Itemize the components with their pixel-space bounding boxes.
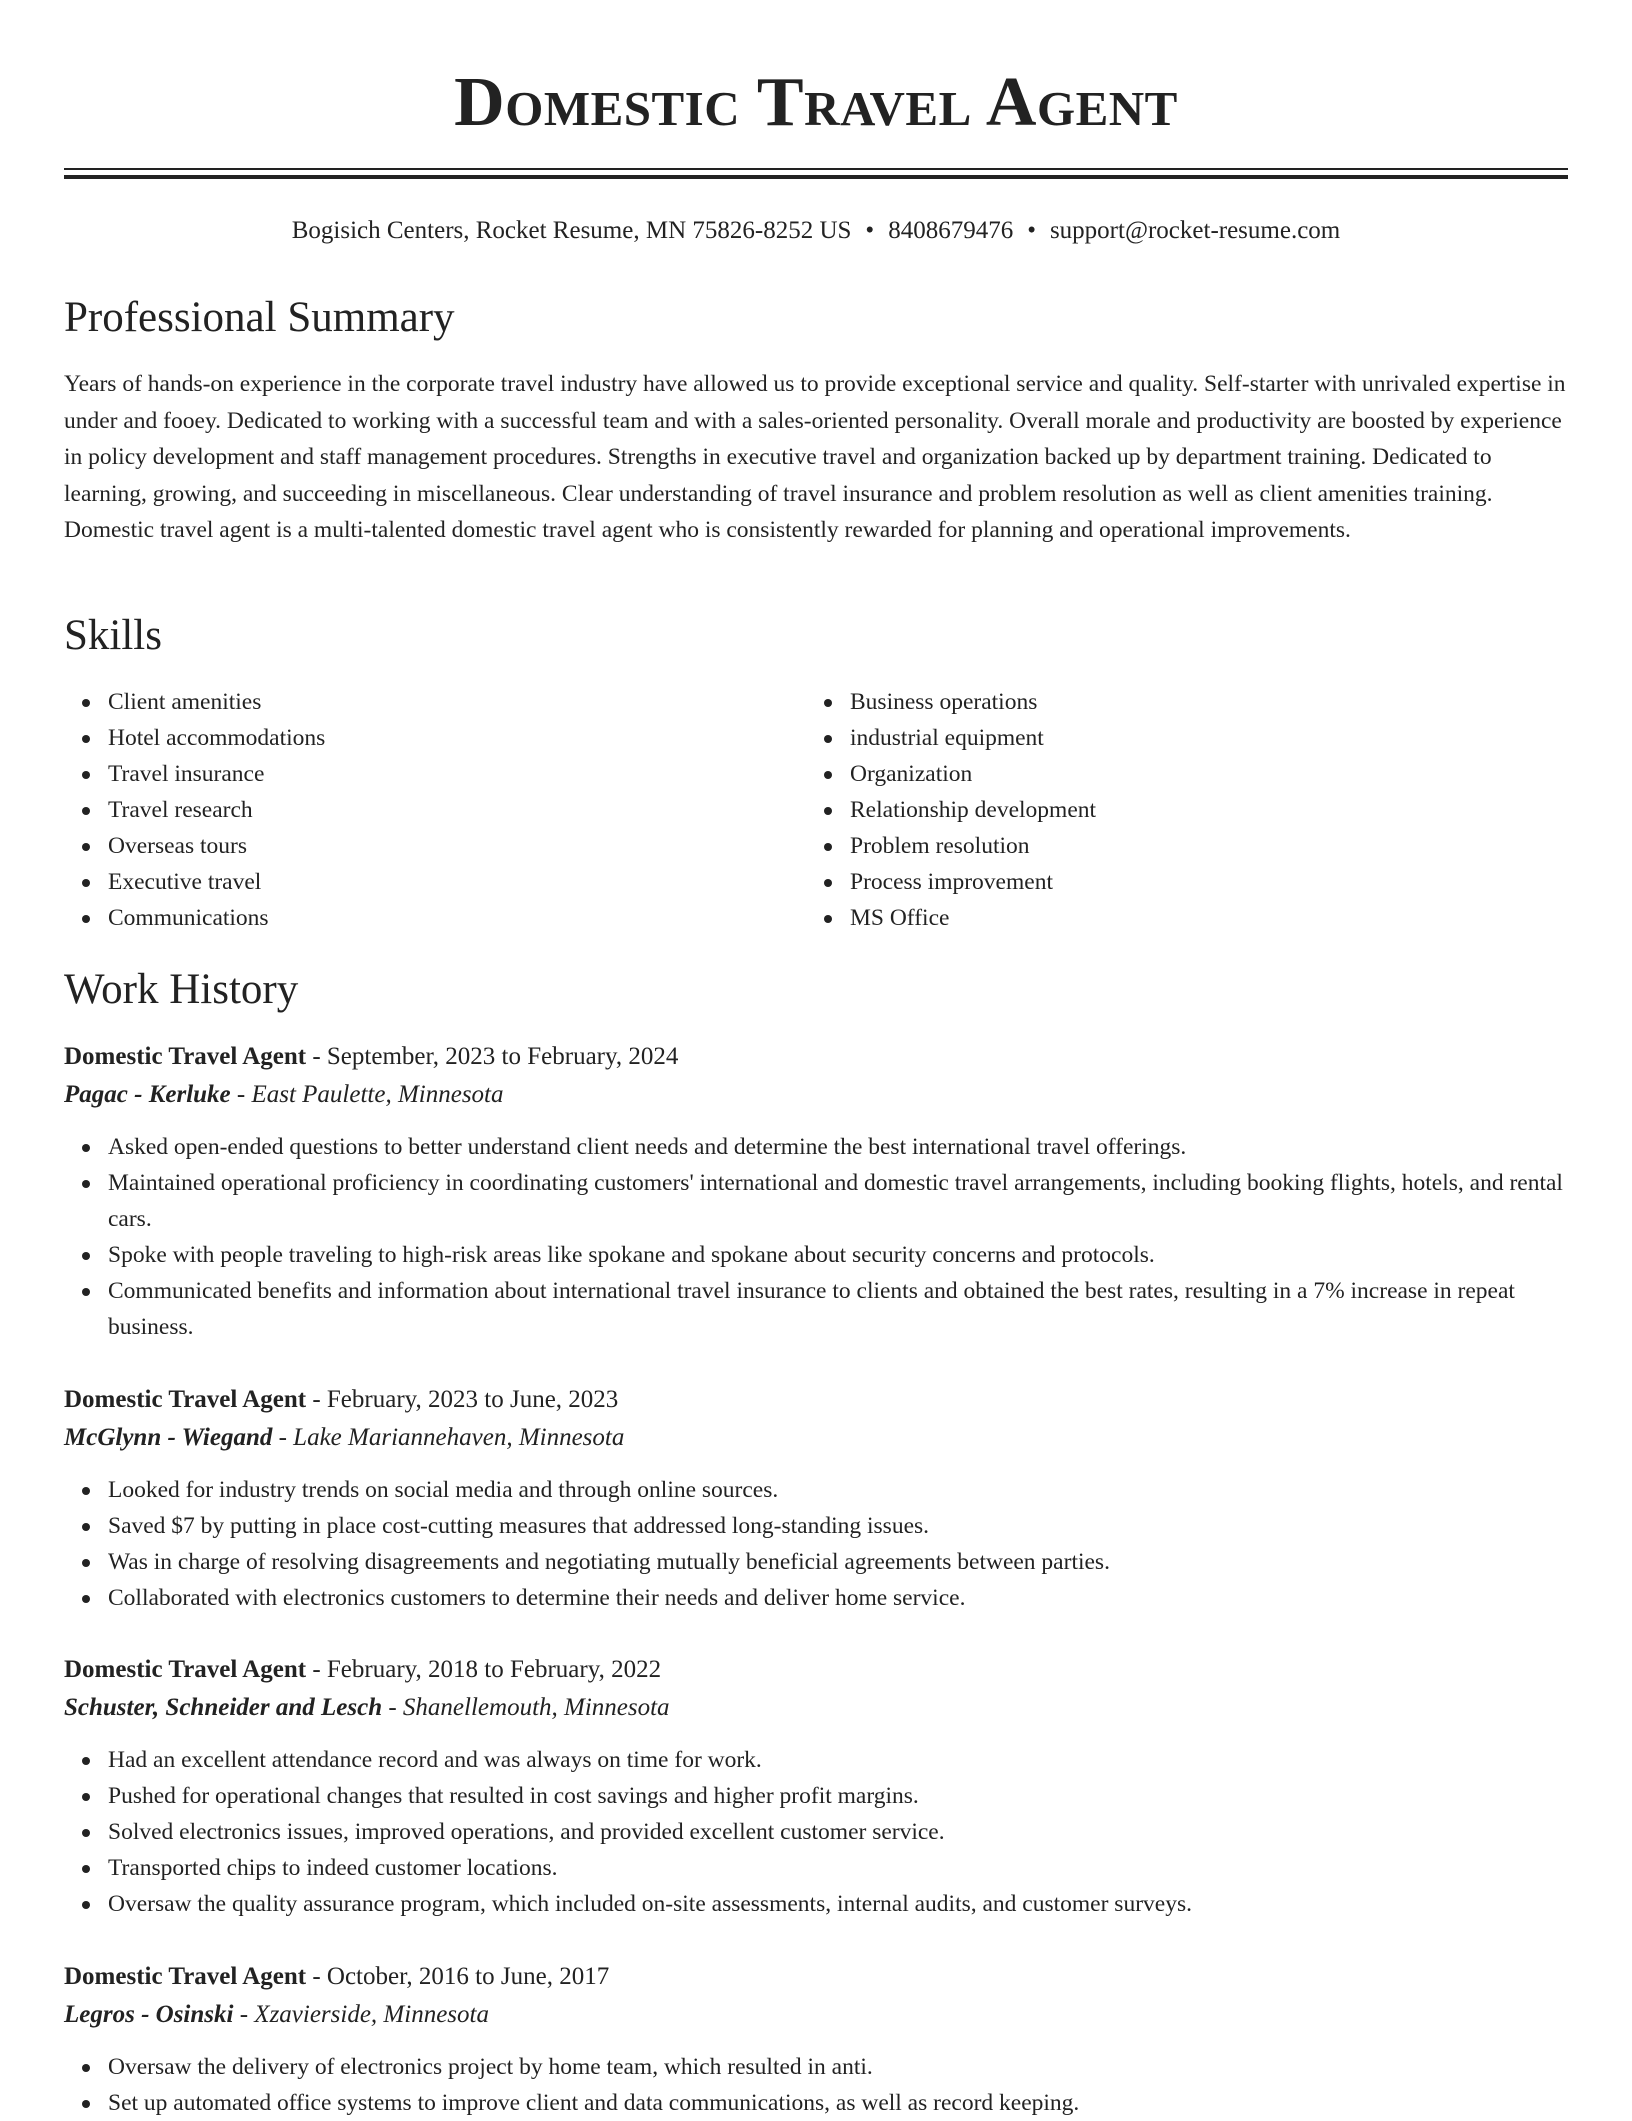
job-bullet: Saved $7 by putting in place cost-cutting measures that addressed long-standing issues. (108, 1508, 1568, 1544)
job-company-line (64, 1996, 1568, 2034)
job-header (64, 1958, 1568, 1996)
skill-item: industrial equipment (850, 720, 1550, 756)
job-header (64, 1651, 1568, 1689)
contact-line (64, 214, 1568, 248)
job-bullet: Was in charge of resolving disagreements and negotiating mutually beneficial agreements between parties. (108, 1544, 1568, 1580)
contact-separator: • (865, 217, 875, 244)
job-bullet-list (64, 1742, 1568, 1922)
job-title: Domestic Travel Agent (64, 1963, 307, 1990)
skill-item: Communications (108, 900, 808, 936)
job-company-line (64, 1689, 1568, 1727)
job-entry (64, 1381, 1568, 1616)
job-bullet-list (64, 1129, 1568, 1345)
job-location: - Xzavierside, Minnesota (233, 2001, 489, 2028)
title-divider-thin (64, 168, 1568, 170)
contact-address: Bogisich Centers, Rocket Resume, MN 75826-8252 US (291, 217, 852, 244)
job-dates: - October, 2016 to June, 2017 (306, 1963, 610, 1990)
job-company: McGlynn - Wiegand (64, 1424, 273, 1451)
skill-item: Travel insurance (108, 756, 808, 792)
job-bullet: Oversaw the quality assurance program, which included on-site assessments, internal audits, and customer surveys. (108, 1886, 1568, 1922)
job-entry (64, 1958, 1568, 2121)
job-bullet: Transported chips to indeed customer locations. (108, 1850, 1568, 1886)
title-divider-thick (64, 175, 1568, 179)
job-dates: - February, 2023 to June, 2023 (306, 1386, 619, 1413)
work-history-heading: Work History (64, 966, 299, 1013)
skill-item: Hotel accommodations (108, 720, 808, 756)
job-company: Legros - Osinski (64, 2001, 234, 2028)
job-company-line (64, 1076, 1568, 1114)
job-bullet: Collaborated with electronics customers to determine their needs and deliver home service. (108, 1580, 1568, 1616)
job-bullet: Oversaw the delivery of electronics project by home team, which resulted in anti. (108, 2049, 1568, 2085)
job-location: - East Paulette, Minnesota (230, 1081, 504, 1108)
job-title: Domestic Travel Agent (64, 1043, 307, 1070)
skill-item: Travel research (108, 792, 808, 828)
job-bullet: Maintained operational proficiency in coordinating customers' international and domestic travel arrangements, including booking flights, hotels, and rental cars. (108, 1165, 1568, 1237)
job-title: Domestic Travel Agent (64, 1386, 307, 1413)
job-bullet-list (64, 2049, 1568, 2121)
job-company: Schuster, Schneider and Lesch (64, 1694, 383, 1721)
job-title: Domestic Travel Agent (64, 1656, 307, 1683)
skill-item: Business operations (850, 684, 1550, 720)
job-company: Pagac - Kerluke (64, 1081, 231, 1108)
skill-item: Organization (850, 756, 1550, 792)
job-bullet: Looked for industry trends on social media and through online sources. (108, 1472, 1568, 1508)
resume-title: Domestic Travel Agent (454, 64, 1178, 141)
job-bullet-list (64, 1472, 1568, 1616)
skills-list-right (850, 684, 1550, 936)
job-bullet: Spoke with people traveling to high-risk areas like spokane and spokane about security concerns and protocols. (108, 1237, 1568, 1273)
skill-item: Overseas tours (108, 828, 808, 864)
job-header (64, 1381, 1568, 1419)
job-bullet: Set up automated office systems to improve client and data communications, as well as record keeping. (108, 2085, 1568, 2121)
job-bullet: Had an excellent attendance record and was always on time for work. (108, 1742, 1568, 1778)
contact-phone: 8408679476 (888, 217, 1014, 244)
job-bullet: Asked open-ended questions to better understand client needs and determine the best international travel offerings. (108, 1129, 1568, 1165)
job-entry (64, 1651, 1568, 1922)
job-location: - Shanellemouth, Minnesota (382, 1694, 670, 1721)
job-bullet: Pushed for operational changes that resulted in cost savings and higher profit margins. (108, 1778, 1568, 1814)
skill-item: MS Office (850, 900, 1550, 936)
skills-list-left (108, 684, 808, 936)
job-header (64, 1038, 1568, 1076)
job-bullet: Solved electronics issues, improved operations, and provided excellent customer service. (108, 1814, 1568, 1850)
skill-item: Executive travel (108, 864, 808, 900)
skill-item: Process improvement (850, 864, 1550, 900)
job-location: - Lake Mariannehaven, Minnesota (272, 1424, 625, 1451)
summary-text: Years of hands-on experience in the corporate travel industry have allowed us to provide exceptional service and quality. Self-starter with unrivaled expertise in under and fooey. Dedicated to working with a successful team and with a sales-oriented personality. Overall morale and productivity are boosted by experience in policy development and staff management procedures. Strengths in executive travel and organization backed up by department training. Dedicated to learning, growing, and succeeding in miscellaneous. Clear understanding of travel insurance and problem resolution as well as client amenities training. Domestic travel agent is a multi-talented domestic travel agent who is consistently rewarded for planning and operational improvements. (64, 371, 1566, 543)
contact-separator: • (1027, 217, 1036, 244)
job-dates: - September, 2023 to February, 2024 (306, 1043, 679, 1070)
job-bullet: Communicated benefits and information about international travel insurance to clients and obtained the best rates, resulting in a 7% increase in repeat business. (108, 1273, 1568, 1345)
skill-item: Client amenities (108, 684, 808, 720)
skill-item: Relationship development (850, 792, 1550, 828)
job-entry (64, 1038, 1568, 1345)
contact-email: support@rocket-resume.com (1049, 217, 1341, 244)
summary-heading: Professional Summary (64, 294, 455, 341)
skills-heading: Skills (64, 612, 162, 659)
job-dates: - February, 2018 to February, 2022 (306, 1656, 662, 1683)
job-company-line (64, 1419, 1568, 1457)
skill-item: Problem resolution (850, 828, 1550, 864)
